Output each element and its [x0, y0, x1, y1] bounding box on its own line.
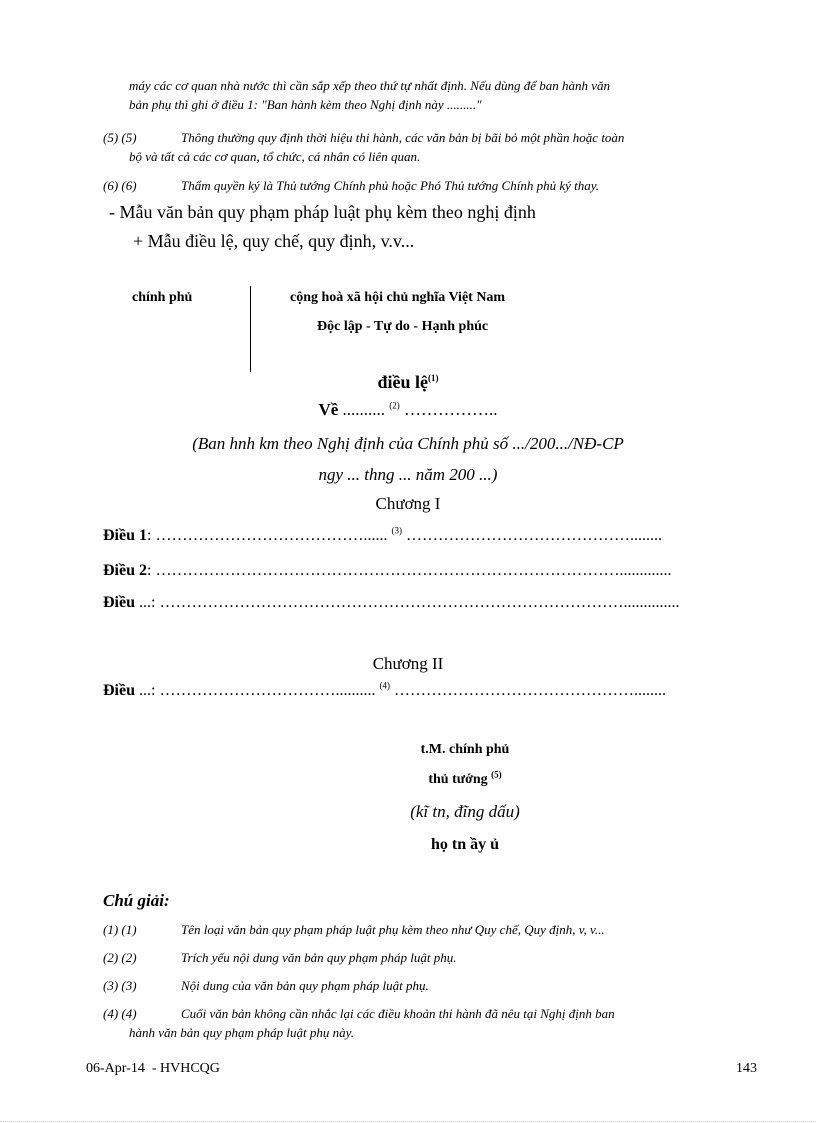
note-5-line-2: bộ và tất cả các cơ quan, tổ chức, cá nhân có liên quan. — [129, 149, 421, 164]
ve-dots-2: …………….. — [399, 400, 498, 419]
legend-title: Chú giải: — [103, 891, 170, 910]
doc-title-footnote: (1) — [428, 373, 439, 383]
legend-item-2-number: (2) (2) — [103, 950, 137, 965]
note-6 — [103, 176, 763, 195]
ve-dots-1: .......... — [338, 400, 390, 419]
signature-name: họ tn ầy ủ — [430, 836, 500, 853]
legend-item-4-text-cont: hành văn bản quy phạm pháp luật phụ này. — [129, 1025, 354, 1040]
motto: Độc lập - Tự do - Hạnh phúc — [317, 319, 489, 334]
ve-line — [0, 400, 816, 420]
legend-item-4-number: (4) (4) — [103, 1006, 137, 1021]
signature-tm: t.M. chính phủ — [420, 742, 510, 757]
footer-left — [86, 1061, 220, 1077]
header-divider — [250, 286, 251, 372]
article-2-label: Điều 2 — [103, 562, 147, 579]
note-5-line-1: Thông thường quy định thời hiệu thi hành, các văn bản bị bãi bỏ một phần hoặc toàn — [181, 130, 625, 145]
signature-title — [0, 769, 816, 788]
doc-title — [0, 372, 816, 393]
signature-title-footnote: (5) — [491, 769, 502, 780]
article-1-footnote: (3) — [391, 525, 402, 536]
signature-title-text: thủ tướng — [428, 772, 488, 787]
footer-date: 06-Apr-14 — [86, 1061, 145, 1076]
note-5-number: (5) (5) — [103, 130, 137, 145]
article-1-dots-a: : …………………………………...... — [147, 527, 392, 544]
article-1-label: Điều 1 — [103, 527, 147, 544]
chapter-1-title: Chương I — [375, 494, 441, 513]
article-4-dots-b: ………………………………………........ — [389, 682, 666, 699]
ban-hanh-line-2: ngy ... thng ... năm 200 ...) — [318, 465, 498, 484]
article-3 — [103, 594, 679, 612]
note-6-line-1: Thẩm quyền ký là Thủ tướng Chính phủ hoặc Phó Thủ tướng Chính phủ ký thay. — [181, 178, 600, 193]
note-5 — [103, 128, 763, 166]
ban-hanh-line-1: (Ban hnh km theo Nghị định của Chính phủ số .../200.../NĐ-CP — [192, 434, 624, 453]
legend-item-3-text: Nội dung của văn bản quy phạm pháp luật phụ. — [181, 978, 429, 993]
article-1-dots-b: ……………………………………........ — [401, 527, 662, 544]
ve-footnote: (2) — [389, 400, 400, 411]
doc-title-text: điều lệ — [377, 372, 428, 392]
article-1 — [103, 527, 662, 545]
article-4-label: Điều — [103, 682, 135, 699]
article-2 — [103, 562, 671, 580]
article-4-dots-a: ...: …………………………….......... — [135, 682, 380, 699]
legend-item — [103, 920, 763, 939]
article-3-dots: ...: …………………………………………………………………………….............. — [135, 594, 680, 611]
signature-note: (kĩ tn, đĩng dấu) — [410, 802, 520, 821]
article-3-label: Điều — [103, 594, 135, 611]
note-cont-line-1: máy các cơ quan nhà nước thì cần sắp xếp theo thứ tự nhất định. Nếu dùng để ban hành văn — [129, 78, 611, 93]
article-4-footnote: (4) — [379, 680, 390, 691]
legend-item-2-text: Trích yếu nội dung văn bản quy phạm pháp luật phụ. — [181, 950, 457, 965]
heading-template-type: - Mẫu văn bản quy phạm pháp luật phụ kèm theo nghị định — [109, 202, 536, 222]
legend-item-1-number: (1) (1) — [103, 922, 137, 937]
note-6-number: (6) (6) — [103, 178, 137, 193]
note-continuation — [103, 76, 763, 114]
legend-item — [103, 1004, 763, 1042]
legend-item — [103, 948, 763, 967]
legend-item-3-number: (3) (3) — [103, 978, 137, 993]
legend-item-1-text: Tên loại văn bản quy phạm pháp luật phụ kèm theo như Quy chế, Quy định, v, v... — [181, 922, 605, 937]
nation-name: cộng hoà xã hội chủ nghĩa Việt Nam — [290, 290, 506, 305]
ve-label: Về — [318, 400, 339, 419]
page-bottom-edge — [0, 1121, 816, 1122]
legend-item — [103, 976, 763, 995]
org-name: chính phủ — [132, 290, 193, 305]
heading-template-subtype: + Mẫu điều lệ, quy chế, quy định, v.v... — [133, 231, 415, 251]
footer-source: - HVHCQG — [151, 1061, 220, 1076]
page-number: 143 — [736, 1061, 757, 1076]
article-4 — [103, 682, 666, 700]
chapter-2-title: Chương II — [372, 654, 444, 673]
legend-item-4-text: Cuối văn bản không cần nhắc lại các điều khoản thi hành đã nêu tại Nghị định ban — [181, 1006, 615, 1021]
article-2-dots: : ……………………………………………………………………………............. — [147, 562, 672, 579]
note-cont-line-2: bản phụ thì ghi ở điều 1: "Ban hành kèm theo Nghị định này ........." — [129, 97, 482, 112]
